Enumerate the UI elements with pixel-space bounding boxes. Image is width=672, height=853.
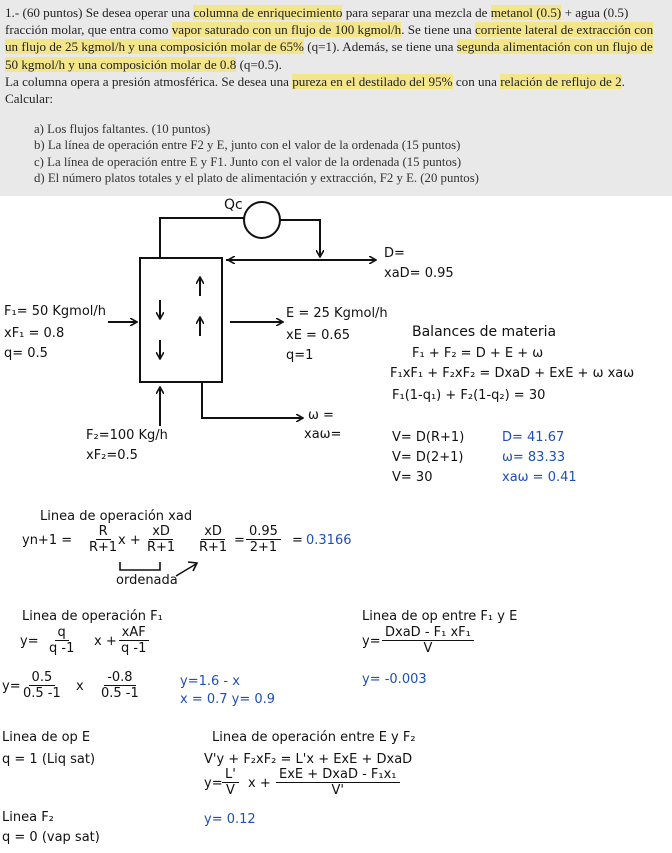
ef2-line-lhs: y= (204, 776, 223, 791)
question-item-a: a) Los flujos faltantes. (10 puntos) (34, 122, 211, 136)
feed1-q: q= 0.5 (4, 346, 48, 361)
xad-fraction-r: $\frac{R}{R+1}$ (89, 524, 118, 555)
result-xaw: xaω = 0.41 (502, 470, 577, 485)
f1-intersection: x = 0.7 y= 0.9 (180, 692, 276, 707)
problem-text-segment: + agua (0.5) fracción molar, que entra como (5, 5, 629, 38)
f1-line-title: Linea de operación F₁ (22, 609, 163, 624)
feed2-flow: F₂=100 Kg/h (86, 428, 168, 443)
highlighted-text: segunda alimentación con un flujo de 50 kgmol/h y una composición molar de 0.8 (5, 39, 653, 72)
xad-equals-1: = (234, 533, 245, 548)
question-item-b: b) La línea de operación entre F2 y E, junto con el valor de la ordenada (15 puntos) (34, 138, 461, 153)
highlighted-text: columna de enriquecimiento (193, 5, 343, 20)
ef2-result: y= 0.12 (204, 812, 256, 827)
problem-conditions-paragraph (5, 73, 667, 107)
ordenada-label: ordenada (116, 573, 178, 588)
highlighted-text: metanol (0.5) (490, 5, 562, 20)
question-item-d: d) El número platos totales y el plato de alimentación y extracción, F2 y E. (20 puntos) (34, 170, 479, 185)
highlighted-text: relación de reflujo de 2 (500, 73, 622, 89)
f1-fraction-values-1: $\frac{0.5}{0.5 -1}$ (23, 670, 61, 701)
ef2-fraction-l: $\frac{L'}{V}$ (222, 767, 239, 798)
f1e-line-lhs: y= (362, 634, 381, 649)
problem-statement-panel (0, 0, 672, 196)
problem-text-segment: 1.- (60 puntos) Se desea operar una (5, 5, 194, 20)
ef2-x-plus: x + (248, 776, 271, 791)
xad-x-plus: x + (118, 533, 141, 548)
f1-line-lhs: y= (20, 634, 39, 649)
f1-fraction-values-2: $\frac{-0.8}{0.5 -1}$ (101, 670, 139, 701)
problem-intro-paragraph (5, 4, 667, 73)
feed2-composition: xF₂=0.5 (86, 448, 138, 463)
distillate-down-arrow (280, 220, 320, 256)
e-line-title: Linea de op E (2, 730, 91, 745)
vapor-eq-3: V= 30 (392, 470, 433, 485)
highlighted-text: pureza en el destilado del 95% (292, 73, 453, 89)
result-w: ω= 83.33 (502, 450, 566, 465)
feed1-composition: xF₁ = 0.8 (4, 326, 65, 341)
xad-line-title: Linea de operación xad (40, 509, 193, 524)
f1e-line-title: Linea de op entre F₁ y E (362, 609, 518, 624)
problem-text-segment: para separar una mezcla de (342, 5, 491, 20)
f2-line-q: q = 0 (vap sat) (2, 830, 100, 845)
column-body (140, 258, 222, 382)
xad-result: 0.3166 (306, 533, 352, 548)
extraction-q: q=1 (286, 348, 314, 363)
problem-text (5, 4, 667, 107)
qc-label: Qc (224, 197, 243, 213)
extraction-flow: E = 25 Kgmol/h (286, 306, 388, 321)
condenser-icon (244, 202, 280, 238)
xad-equals-2: = (292, 533, 303, 548)
f1e-result: y= -0.003 (362, 672, 427, 687)
highlighted-text: vapor saturado con un flujo de 100 kgmol/h (171, 22, 402, 38)
vapor-line (160, 218, 244, 258)
extraction-composition: xE = 0.65 (286, 328, 351, 343)
balance-eq-1: F₁ + F₂ = D + E + ω (412, 346, 544, 361)
f1-line-lhs-2: y= (2, 679, 21, 694)
problem-text-segment: . Calcular: (5, 73, 625, 107)
balance-eq-2: F₁xF₁ + F₂xF₂ = DxaD + ExE + ω xaω (390, 366, 635, 381)
f1-x-plus: x + (94, 634, 117, 649)
balance-eq-3: F₁(1-q₁) + F₂(1-q₂) = 30 (392, 388, 546, 403)
bottoms-composition: xaω= (304, 427, 342, 442)
xad-fraction-xd-2: $\frac{xD}{R+1}$ (199, 524, 228, 555)
f1e-fraction: DxaD - F₁ xF₁ V (382, 625, 474, 656)
xad-line-lhs: yn+1 = (22, 533, 73, 548)
highlighted-text: corriente lateral de extracción con un flujo de 25 kgmol/h y una composición molar de 65% (5, 22, 654, 55)
distillate-composition: xaD= 0.95 (384, 266, 454, 281)
distillate-label: D= (384, 246, 405, 261)
e-line-q: q = 1 (Liq sat) (2, 752, 96, 767)
ef2-fraction-constant: ExE + DxaD - F₁x₁ V' (276, 767, 400, 798)
problem-text-segment: (q=1). Además, se tiene una (303, 39, 457, 55)
xad-fraction-xd: $\frac{xD}{R+1}$ (147, 524, 176, 555)
bottoms-arrow (202, 382, 302, 418)
column-diagram (0, 196, 672, 456)
balances-title: Balances de materia (412, 324, 557, 340)
ef2-line-title: Linea de operación entre E y F₂ (212, 730, 416, 745)
problem-text-segment: con una (452, 73, 501, 89)
feed1-flow: F₁= 50 Kgmol/h (4, 304, 107, 319)
f1-x: x (76, 679, 84, 694)
result-d: D= 41.67 (502, 430, 565, 445)
problem-text-segment: La columna opera a presión atmosférica. Se desea una (5, 73, 293, 89)
bottoms-label: ω = (308, 408, 334, 423)
ef2-balance-eq: V'y + F₂xF₂ = L'x + ExE + DxaD (204, 752, 413, 767)
vapor-eq-1: V= D(R+1) (392, 430, 465, 445)
f1-line-result: y=1.6 - x (180, 674, 240, 689)
question-list (34, 121, 664, 186)
problem-text-segment: . Se tiene una (401, 22, 475, 38)
vapor-eq-2: V= D(2+1) (392, 450, 464, 465)
f1-fraction-q: $\frac{q}{q -1}$ (49, 625, 75, 656)
f2-line-title: Linea F₂ (2, 810, 54, 825)
f1-fraction-xaf: xAF q -1 (118, 625, 149, 656)
question-item-c: c) La línea de operación entre E y F1. Junto con el valor de la ordenada (15 puntos) (34, 154, 462, 169)
problem-text-segment: (q=0.5). (236, 56, 282, 72)
xad-fraction-values: $\frac{0.95}{2+1}$ (246, 524, 281, 555)
